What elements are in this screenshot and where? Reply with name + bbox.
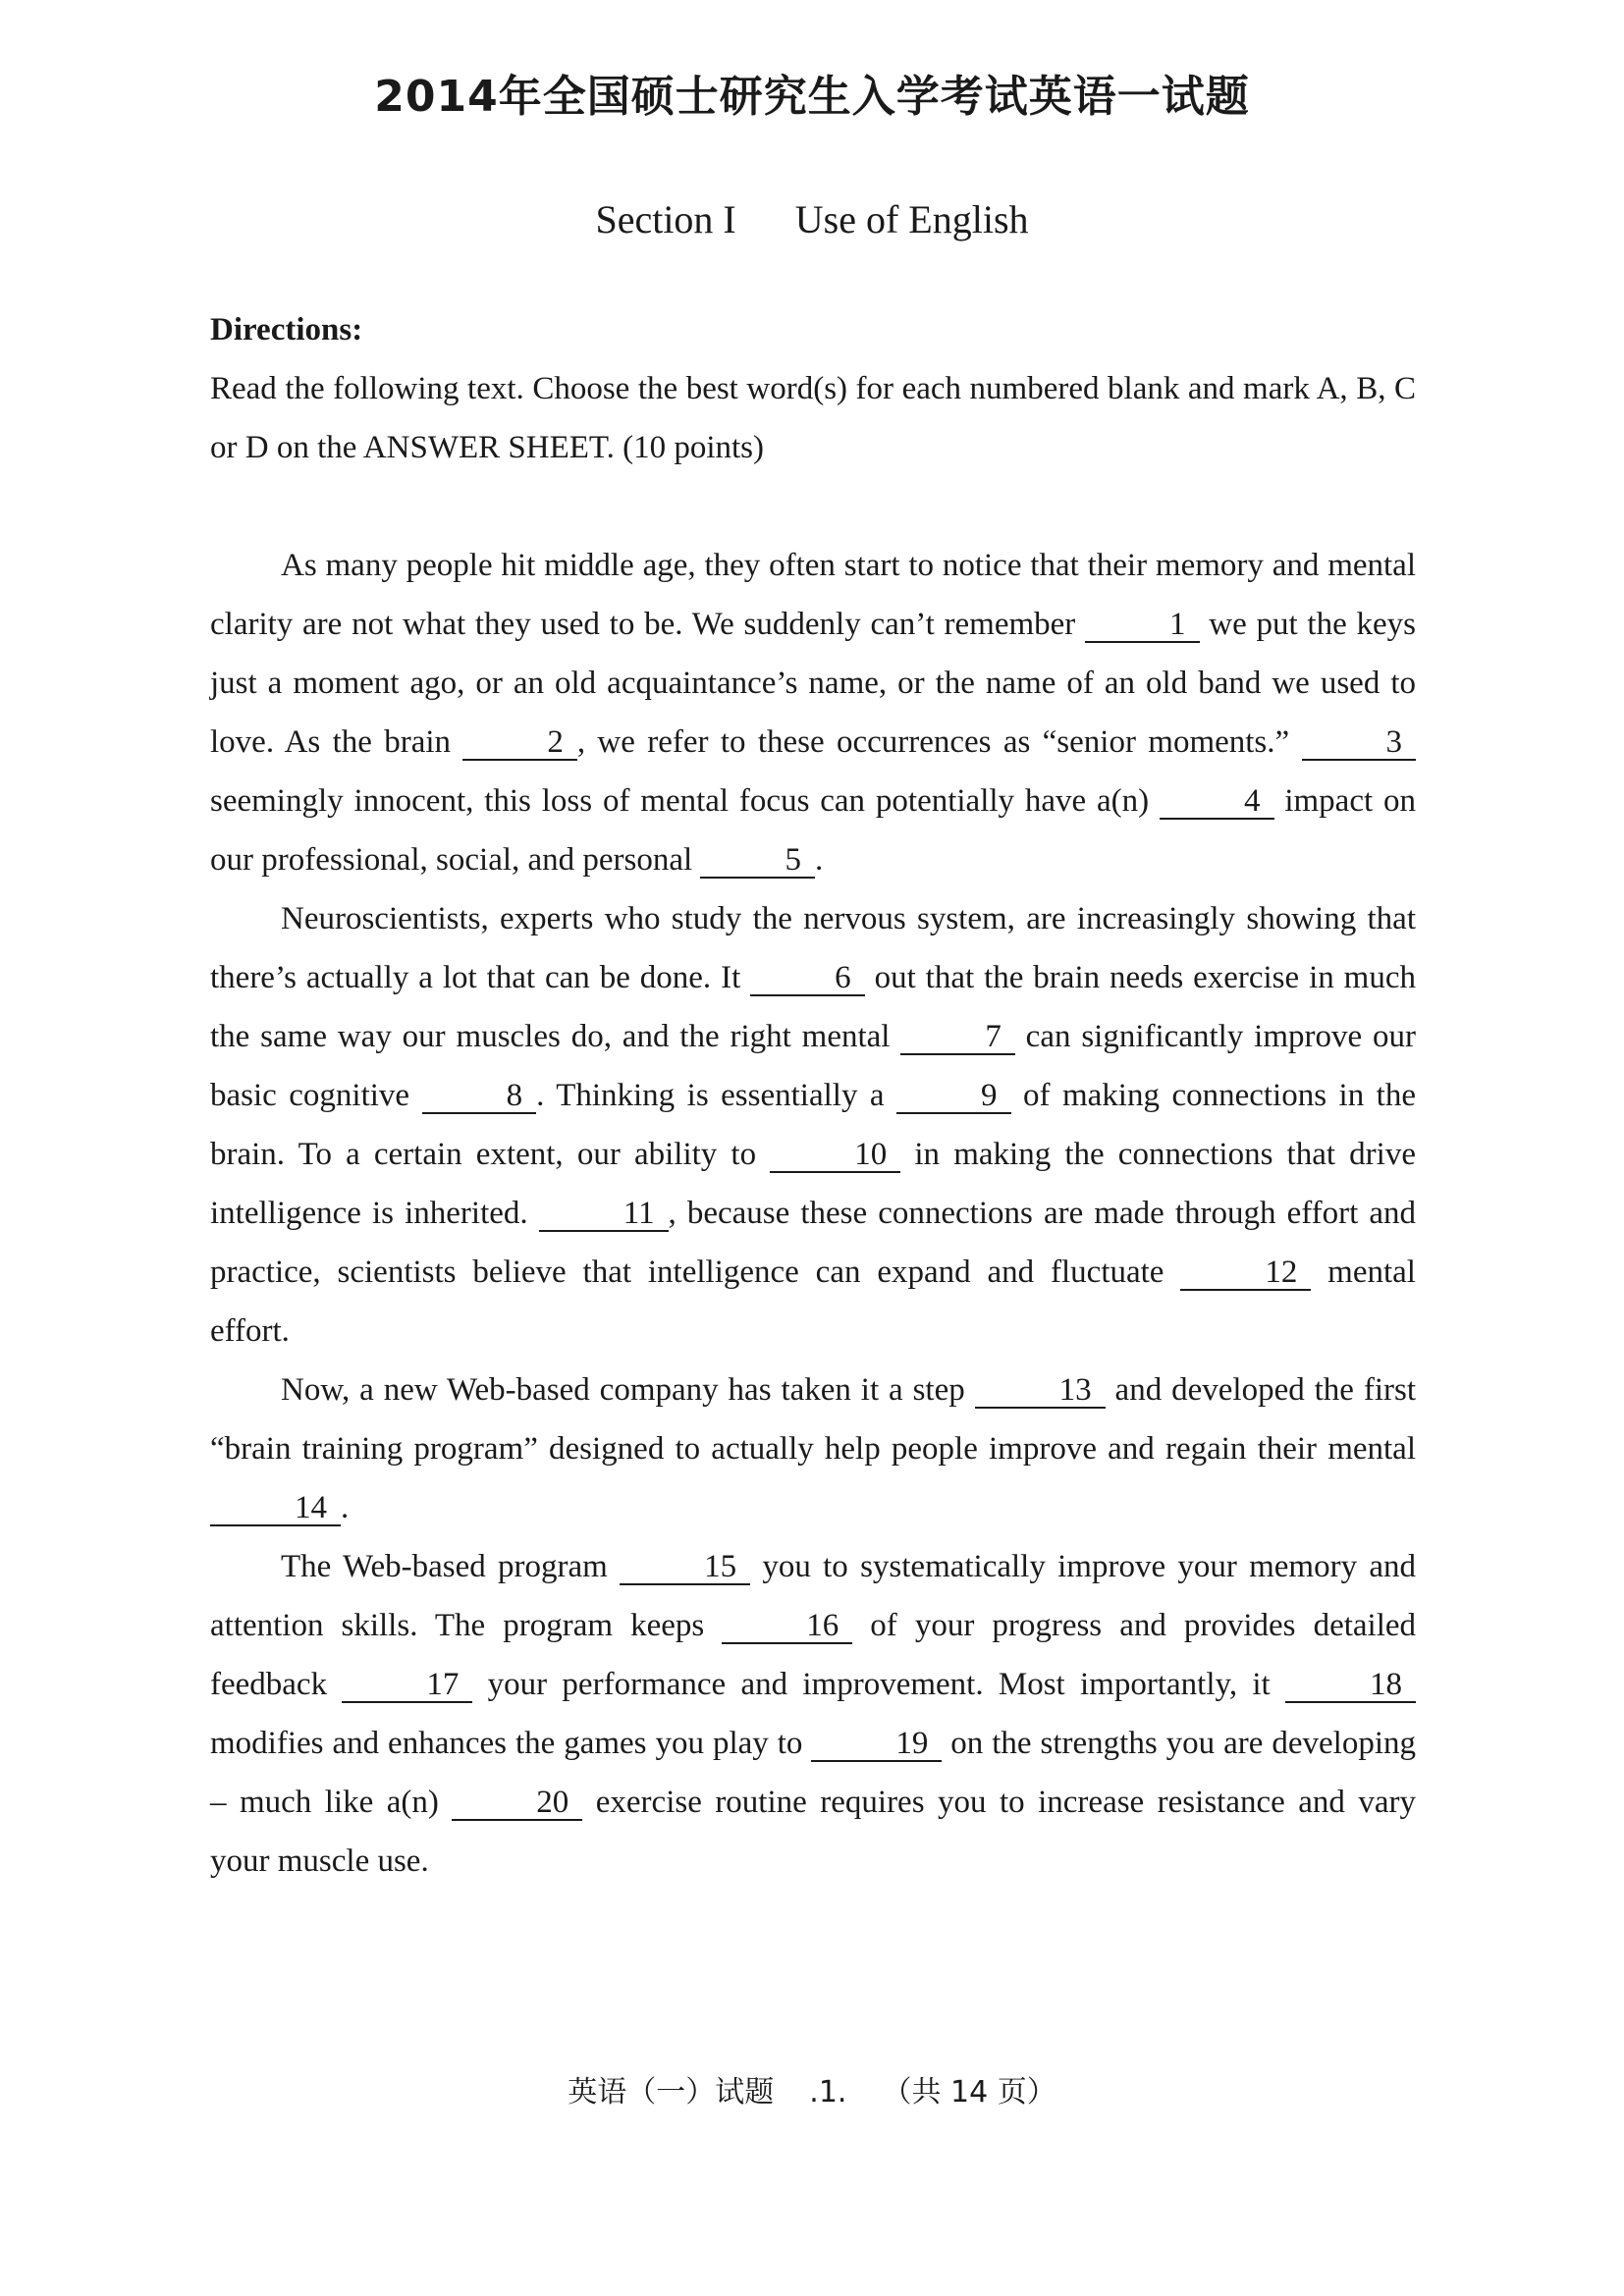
passage-text: and developed the first “brain training program” designed to actually help people improve and regain their mental — [210, 1372, 1416, 1467]
page-footer — [0, 2067, 1624, 2110]
answer-blank: 11 — [539, 1197, 669, 1232]
passage-paragraph — [210, 889, 1416, 1361]
answer-blank: 16 — [722, 1609, 852, 1644]
answer-blank: 19 — [811, 1727, 942, 1762]
answer-blank: 5 — [700, 843, 815, 879]
passage-text: . Thinking is essentially a — [536, 1078, 897, 1113]
section-label: Section I — [595, 197, 736, 241]
answer-blank: 9 — [896, 1079, 1011, 1114]
passage-text: out that the brain needs exercise in much the same way our muscles do, and the right mental — [210, 960, 1416, 1054]
passage-text: The Web-based program — [281, 1549, 621, 1584]
passage-text: of your progress and provides detailed feedback — [210, 1608, 1417, 1702]
answer-blank: 14 — [210, 1491, 341, 1526]
passage-text: . — [814, 842, 824, 878]
answer-blank: 10 — [770, 1138, 900, 1173]
passage-text: , because these connections are made through effort and practice, scientists believe that intelligence can expand and fluctuate — [210, 1196, 1417, 1290]
passage-paragraph — [210, 536, 1416, 889]
passage-text: impact on our professional, social, and personal — [210, 783, 1416, 878]
exam-title: 2014年全国硕士研究生入学考试英语一试题 — [374, 72, 1250, 122]
answer-blank: 1 — [1085, 608, 1200, 643]
footer-page-number: .1. — [809, 2075, 847, 2109]
passage-text: your performance and improvement. Most importantly, it — [472, 1667, 1286, 1702]
passage-text: of making connections in the brain. To a certain extent, our ability to — [210, 1078, 1417, 1172]
answer-blank: 8 — [422, 1079, 537, 1114]
passage-text: . — [341, 1490, 350, 1525]
answer-blank: 17 — [342, 1668, 472, 1703]
footer-total-pages: （共 14 页） — [882, 2075, 1056, 2109]
passage-text: mental effort. — [210, 1255, 1416, 1349]
answer-blank: 20 — [452, 1786, 582, 1821]
passage-text: on the strengths you are developing – much like a(n) — [210, 1726, 1416, 1820]
passage-text: Now, a new Web-based company has taken it a step — [281, 1372, 975, 1408]
answer-blank: 18 — [1285, 1668, 1416, 1703]
passage-text: in making the connections that drive intelligence is inherited. — [210, 1137, 1416, 1231]
passage-text: seemingly innocent, this loss of mental focus can potentially have a(n) — [210, 783, 1160, 819]
passage-text: As many people hit middle age, they often start to notice that their memory and mental clarity are not what they used to be. We suddenly can’t remember — [210, 548, 1416, 642]
answer-blank: 4 — [1160, 784, 1274, 820]
directions-heading: Directions: — [210, 312, 363, 347]
answer-blank: 7 — [900, 1020, 1015, 1055]
passage-paragraph — [210, 1537, 1416, 1891]
passage-text: , we refer to these occurrences as “senior moments.” — [576, 724, 1302, 760]
answer-blank: 12 — [1180, 1255, 1311, 1291]
section-heading — [0, 196, 1624, 242]
answer-blank: 3 — [1302, 725, 1417, 761]
exam-content — [210, 300, 1416, 1891]
passage-text: can significantly improve our basic cognitive — [210, 1019, 1416, 1113]
answer-blank: 15 — [620, 1550, 750, 1585]
cloze-passage — [210, 536, 1416, 1891]
passage-text: you to systematically improve your memory and attention skills. The program keeps — [210, 1549, 1416, 1643]
footer-subject: 英语（一）试题 — [568, 2075, 775, 2109]
passage-text: we put the keys just a moment ago, or an old acquaintance’s name, or the name of an old band we used to love. As the brain — [210, 607, 1416, 760]
passage-text: exercise routine requires you to increase resistance and vary your muscle use. — [210, 1785, 1416, 1879]
passage-paragraph — [210, 1361, 1416, 1537]
directions-text: Read the following text. Choose the best word(s) for each numbered blank and mark A, B, C or D on the ANSWER SHEET. (10 points) — [210, 371, 1416, 465]
passage-text: modifies and enhances the games you play to — [210, 1726, 812, 1761]
answer-blank: 6 — [750, 961, 865, 996]
answer-blank: 2 — [462, 725, 577, 761]
section-name: Use of English — [794, 197, 1029, 241]
answer-blank: 13 — [975, 1373, 1106, 1409]
passage-text: Neuroscientists, experts who study the nervous system, are increasingly showing that there’s actually a lot that can be done. It — [210, 901, 1416, 995]
